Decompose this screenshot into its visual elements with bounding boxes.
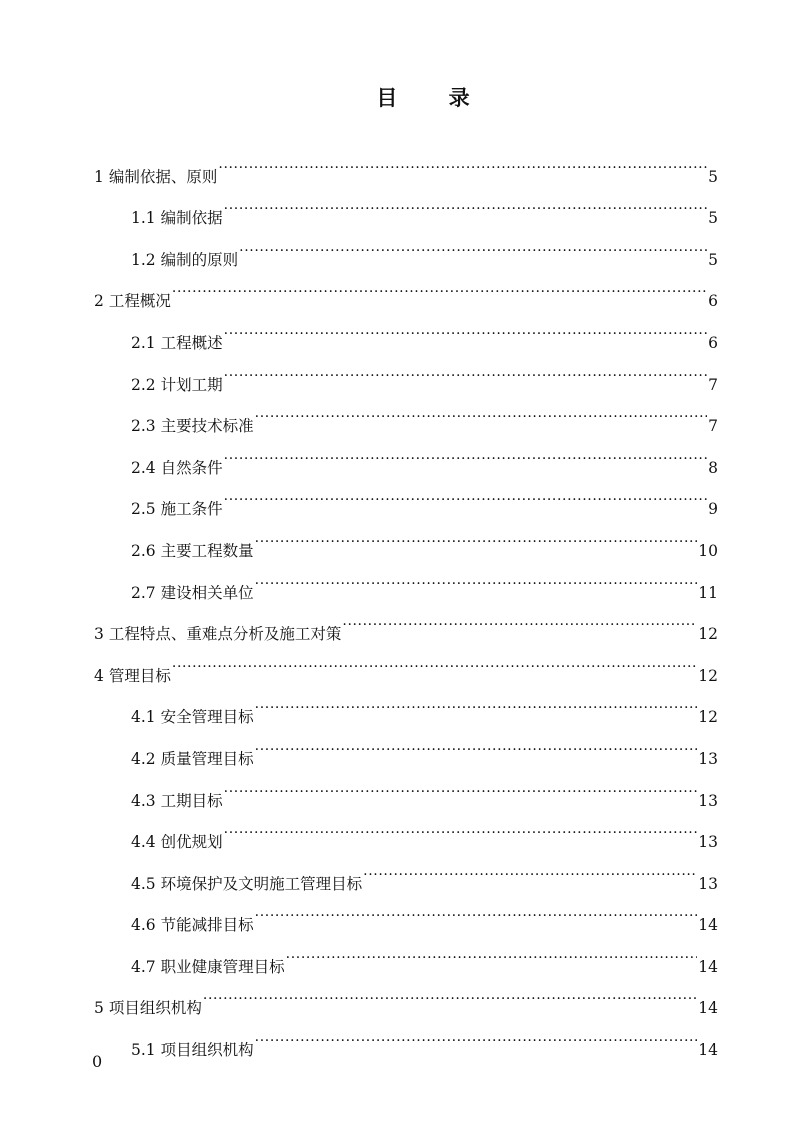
toc-entry-title: 质量管理目标 xyxy=(160,749,254,768)
toc-entry-page: 7 xyxy=(708,375,718,394)
toc-entry-title: 主要技术标准 xyxy=(160,417,254,436)
toc-entry[interactable] xyxy=(94,306,718,352)
toc-entry-number: 4.1 xyxy=(131,708,156,727)
toc-entry-number: 4.2 xyxy=(131,749,156,768)
toc-entry-number: 2.5 xyxy=(131,500,156,519)
toc-entry-title: 工程概况 xyxy=(108,292,171,311)
toc-entry-page: 13 xyxy=(698,874,718,893)
toc-entry-number: 2.4 xyxy=(131,458,156,477)
toc-dot-leader xyxy=(255,889,698,931)
toc-entry-number: 2.7 xyxy=(131,583,156,602)
toc-entry-page: 5 xyxy=(708,209,718,228)
page-number: 0 xyxy=(92,1052,103,1071)
toc-entry-number: 4.6 xyxy=(131,916,156,935)
toc-dot-leader xyxy=(342,598,697,640)
toc-entry-title: 管理目标 xyxy=(108,666,171,685)
toc-dot-leader xyxy=(172,265,707,307)
toc-entry-number: 5 xyxy=(94,999,104,1018)
toc-entry-title: 节能减排目标 xyxy=(160,916,254,935)
toc-entry-number: 4.5 xyxy=(131,874,156,893)
toc-entry-number: 1.2 xyxy=(131,250,156,269)
toc-entry-page: 9 xyxy=(708,500,718,519)
toc-dot-leader xyxy=(224,806,698,848)
toc-dot-leader xyxy=(224,764,698,806)
toc-entry-page: 11 xyxy=(698,583,718,602)
toc-dot-leader xyxy=(363,847,697,889)
toc-entry-page: 6 xyxy=(708,292,718,311)
toc-title: 目 录 xyxy=(376,85,492,110)
toc-entry-title: 创优规划 xyxy=(160,833,223,852)
toc-entry-title: 计划工期 xyxy=(160,375,223,394)
toc-entry-number: 1 xyxy=(94,167,104,186)
toc-entry-title: 职业健康管理目标 xyxy=(160,957,285,976)
toc-entry-page: 14 xyxy=(698,1041,718,1060)
toc-entry-title: 编制的原则 xyxy=(160,250,239,269)
toc-entry-page: 14 xyxy=(698,916,718,935)
toc-dot-leader xyxy=(203,972,697,1014)
toc-entry-title: 主要工程数量 xyxy=(160,541,254,560)
toc-entry[interactable] xyxy=(94,681,718,727)
toc-dot-leader xyxy=(255,722,698,764)
toc-entry-title: 工程特点、重难点分析及施工对策 xyxy=(108,625,342,644)
toc-entry-title: 环境保护及文明施工管理目标 xyxy=(160,874,363,893)
toc-entry-number: 2.2 xyxy=(131,375,156,394)
toc-dot-leader xyxy=(255,390,707,432)
toc-entry-page: 6 xyxy=(708,333,718,352)
toc-entry-title: 施工条件 xyxy=(160,500,223,519)
toc-entry-number: 1.1 xyxy=(131,209,156,228)
toc-entry-page: 12 xyxy=(698,625,718,644)
toc-dot-leader xyxy=(255,514,698,556)
toc-entry-number: 4.4 xyxy=(131,833,156,852)
toc-entry-page: 5 xyxy=(708,167,718,186)
toc-dot-leader xyxy=(224,431,707,473)
toc-entry-number: 5.1 xyxy=(131,1041,156,1060)
toc-dot-leader xyxy=(239,223,707,265)
toc-dot-leader xyxy=(224,473,707,515)
toc-entry-title: 项目组织机构 xyxy=(108,999,202,1018)
toc-entry-number: 3 xyxy=(94,625,104,644)
toc-entry-page: 13 xyxy=(698,833,718,852)
toc-entry-number: 2.1 xyxy=(131,333,156,352)
toc-entry-page: 10 xyxy=(698,541,718,560)
toc-entry[interactable] xyxy=(94,140,718,186)
toc-entry-title: 编制依据、原则 xyxy=(108,167,218,186)
toc-entry[interactable] xyxy=(94,265,718,311)
toc-entry-page: 12 xyxy=(698,708,718,727)
toc-entry-title: 工程概述 xyxy=(160,333,223,352)
toc-entry-page: 13 xyxy=(698,749,718,768)
toc-entry-title: 工期目标 xyxy=(160,791,223,810)
toc-entry-title: 建设相关单位 xyxy=(160,583,254,602)
toc-entry[interactable] xyxy=(94,639,718,685)
toc-entry-page: 13 xyxy=(698,791,718,810)
toc-entry-number: 4 xyxy=(94,666,104,685)
toc-entry-page: 14 xyxy=(698,957,718,976)
toc-entry-title: 编制依据 xyxy=(160,209,223,228)
toc-entry-title: 项目组织机构 xyxy=(160,1041,254,1060)
toc-entry-page: 14 xyxy=(698,999,718,1018)
toc-entry-page: 7 xyxy=(708,417,718,436)
toc-entry-number: 2.6 xyxy=(131,541,156,560)
toc-entry-number: 4.3 xyxy=(131,791,156,810)
toc-entry-number: 4.7 xyxy=(131,957,156,976)
toc-dot-leader xyxy=(255,556,698,598)
toc-dot-leader xyxy=(224,348,707,390)
toc-entry-number: 2 xyxy=(94,292,104,311)
toc-entry-number: 2.3 xyxy=(131,417,156,436)
toc-dot-leader xyxy=(172,639,697,681)
toc-entry-page: 5 xyxy=(708,250,718,269)
toc-dot-leader xyxy=(224,306,707,348)
toc-dot-leader xyxy=(255,681,698,723)
toc-entry-page: 12 xyxy=(698,666,718,685)
toc-list xyxy=(94,140,718,1060)
toc-dot-leader xyxy=(218,140,707,182)
toc-entry-title: 安全管理目标 xyxy=(160,708,254,727)
toc-entry-page: 8 xyxy=(708,458,718,477)
toc-dot-leader xyxy=(286,930,698,972)
toc-entry-title: 自然条件 xyxy=(160,458,223,477)
toc-dot-leader xyxy=(224,182,707,224)
toc-dot-leader xyxy=(255,1013,698,1055)
